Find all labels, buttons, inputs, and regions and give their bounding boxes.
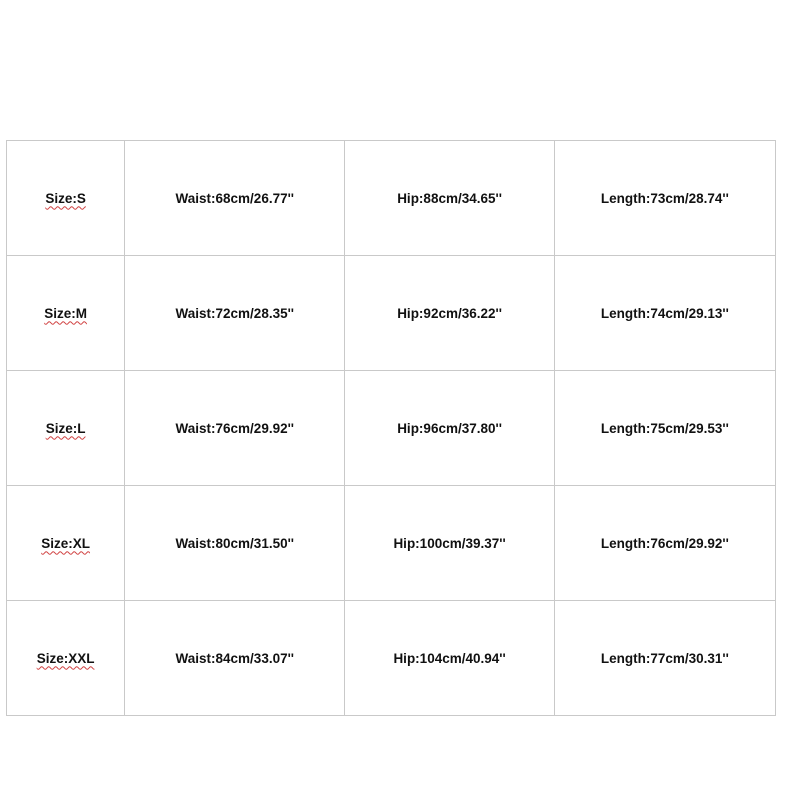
size-row-xxl — [7, 601, 776, 716]
hip-cell: Hip:100cm/39.37'' — [345, 486, 554, 601]
size-chart-table — [6, 140, 776, 716]
length-cell: Length:73cm/28.74'' — [554, 141, 775, 256]
hip-cell: Hip:104cm/40.94'' — [345, 601, 554, 716]
length-cell: Length:74cm/29.13'' — [554, 256, 775, 371]
size-row-l — [7, 371, 776, 486]
waist-cell: Waist:76cm/29.92'' — [125, 371, 345, 486]
size-cell — [7, 601, 125, 716]
size-cell — [7, 486, 125, 601]
size-label: Size:L — [45, 420, 86, 436]
size-label: Size:S — [45, 190, 86, 206]
waist-cell: Waist:80cm/31.50'' — [125, 486, 345, 601]
length-cell: Length:75cm/29.53'' — [554, 371, 775, 486]
size-row-m — [7, 256, 776, 371]
hip-cell: Hip:92cm/36.22'' — [345, 256, 554, 371]
size-row-xl — [7, 486, 776, 601]
size-cell — [7, 141, 125, 256]
hip-cell: Hip:88cm/34.65'' — [345, 141, 554, 256]
size-label: Size:M — [44, 305, 87, 321]
size-cell — [7, 256, 125, 371]
length-cell: Length:76cm/29.92'' — [554, 486, 775, 601]
waist-cell: Waist:72cm/28.35'' — [125, 256, 345, 371]
waist-cell: Waist:68cm/26.77'' — [125, 141, 345, 256]
size-label: Size:XL — [41, 535, 90, 551]
hip-cell: Hip:96cm/37.80'' — [345, 371, 554, 486]
size-cell — [7, 371, 125, 486]
size-row-s — [7, 141, 776, 256]
length-cell: Length:77cm/30.31'' — [554, 601, 775, 716]
waist-cell: Waist:84cm/33.07'' — [125, 601, 345, 716]
size-label: Size:XXL — [36, 650, 95, 666]
